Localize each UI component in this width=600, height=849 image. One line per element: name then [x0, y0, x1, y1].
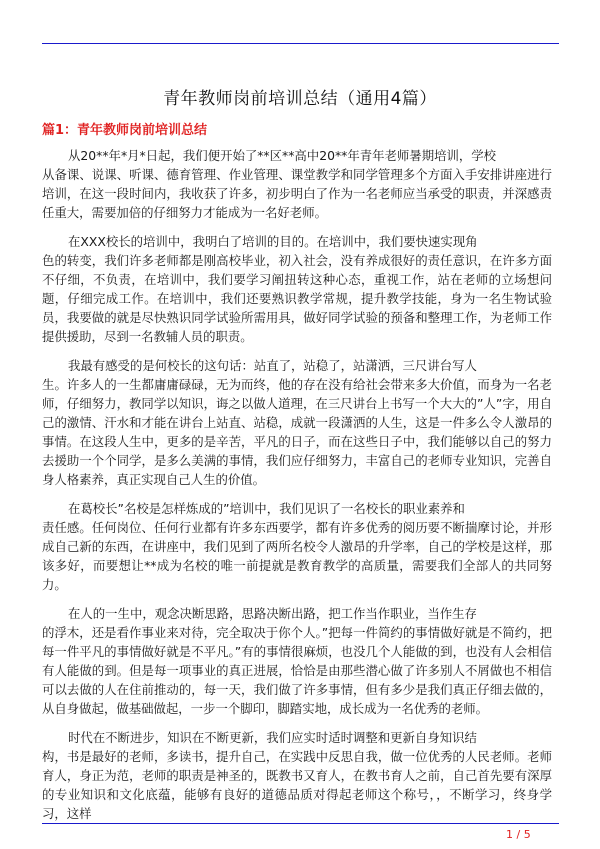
paragraph-first-line: 在人的一生中，观念决断思路，思路决断出路，把工作当作职业，当作生存 [68, 606, 477, 621]
paragraph-text: 色的转变，我们许多老师都是刚高校毕业，初入社会，没有养成很好的责任意识，在许多方面不仔细，不负责，在培训中，我们要学习阐扭转这种心态，重视工作，站在老师的立场想问题，仔细完成工作。在培训中，我们还要熟识教学常规，提升教学技能，身为一名生物试验员，我要做的就是尽快熟识同学试验所需用具，做好同学试验的预备和整理工作，为老师工作提供援助，尽到一名教辅人员的职责。 [42, 253, 552, 344]
paragraph-first-line: 在XXX校长的培训中，我明白了培训的目的。在培训中，我们要快速实现角 [68, 234, 478, 249]
paragraph-text: 的浮木，还是看作事业来对待，完全取决于你个人。”把每一件简约的事情做好就是不简约，把每一件平凡的事情做好就是不平凡。”有的事情很麻烦，也没几个人能做的到，也没有人会相信有人能做的到。但是每一项事业的真正进展，恰恰是由那些潜心做了许多别人不屑做也不相信可以去做的人在住前推动的，每一天，我们做了许多事情，但有多少是我们真正仔细去做的，从自身做起，做基础做起，一步一个脚印，脚踏实地，成长成为一名优秀的老师。 [42, 625, 552, 716]
paragraph [42, 356, 552, 489]
paragraph [42, 232, 552, 346]
page-indicator: 1 / 5 [506, 828, 531, 841]
paragraph-first-line: 在葛校长”名校是怎样炼成的”培训中，我们见识了一名校长的职业素养和 [68, 501, 465, 516]
document-body [42, 146, 552, 833]
paragraph [42, 728, 552, 823]
paragraph-text: 从备课、说课、听课、德育管理、作业管理、课堂教学和同学管理多个方面入手安排讲座进行培训，在这一段时间内，我收获了许多，初步明白了作为一名老师应当承受的职责，并深感责任重大，需要加倍的仔细努力才能成为一名好老师。 [42, 167, 552, 220]
paragraph [42, 146, 552, 222]
footer-rule [42, 823, 559, 824]
document-title: 青年教师岗前培训总结（通用4篇） [163, 89, 437, 109]
section-heading: 篇1：青年教师岗前培训总结 [42, 123, 208, 138]
paragraph-first-line: 我最有感受的是何校长的这句话：站直了，站稳了，站潇洒，三尺讲台写人 [68, 358, 477, 373]
paragraph-text: 生。许多人的一生都庸庸碌碌，无为而终，他的存在没有给社会带来多大价值，而身为一名老师，仔细努力，教同学以知识，诲之以做人道理，在三尺讲台上书写一个大大的”人”字，用自己的激情、汗水和才能在讲台上站直、站稳，成就一段潇洒的人生，这是一件多么令人激昂的事情。在这段人生中，更多的是辛苦，平凡的日子，而在这些日子中，我们能够以自己的努力去援助一个个同学，是多么美满的事情，我们应仔细努力，丰富自己的老师专业知识，完善自身人格素养，真正实现自己人生的价值。 [42, 377, 552, 487]
paragraph [42, 499, 552, 594]
paragraph-text: 构，书是最好的老师，多读书，提升自己，在实践中反思自我，做一位优秀的人民老师。老师育人，身正为范，老师的职责是神圣的，既教书又育人，在教书育人之前，自己首先要有深厚的专业知识和文化底蕴，能够有良好的道德品质对得起老师这个称号，，不断学习，终身学习，这样 [42, 749, 552, 821]
paragraph-text: 责任感。任何岗位、任何行业都有许多东西要学，都有许多优秀的阅历要不断揣摩讨论，并形成自己新的东西，在讲座中，我们见到了两所名校令人激昂的升学率，自己的学校是这样，那该多好，而要想让**成为名校的唯一前提就是教育教学的高质量，需要我们全部人的共同努力。 [42, 520, 552, 592]
paragraph-first-line: 时代在不断进步，知识在不断更新，我们应实时适时调整和更新自身知识结 [68, 730, 477, 745]
paragraph [42, 604, 552, 718]
paragraph-first-line: 从20**年*月*日起，我们便开始了**区**高中20**年青年老师暑期培训，学校 [68, 148, 497, 163]
header-rule [42, 43, 559, 44]
